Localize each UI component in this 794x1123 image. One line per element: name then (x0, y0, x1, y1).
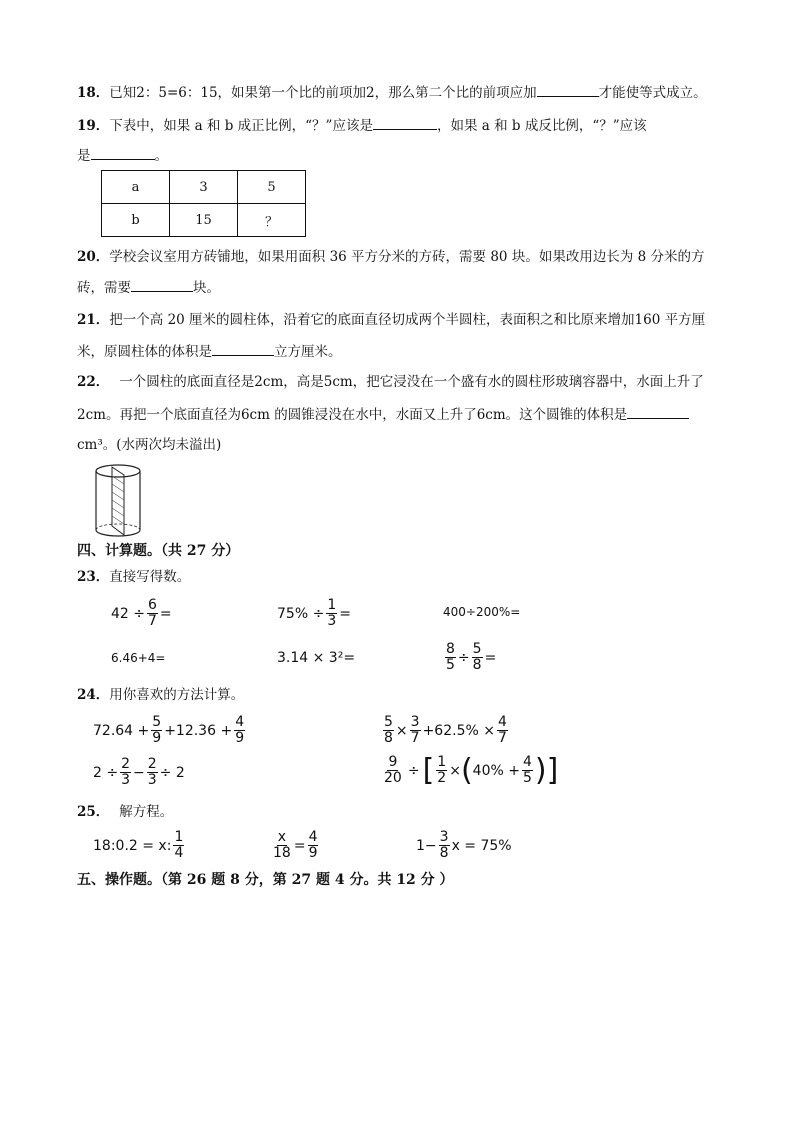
expression: 3.14 × 3²= (277, 650, 356, 666)
question-text: ，如果 a 和 b 成反比例，“？”应该 (436, 118, 647, 134)
expr-text: 75% ÷ (277, 605, 325, 622)
answer-blank[interactable] (131, 277, 193, 292)
expression: 400÷200%= (443, 605, 521, 619)
fraction (383, 715, 394, 746)
expression (381, 715, 510, 746)
expr-text: − (133, 764, 145, 781)
question-text: 把一个高 20 厘米的圆柱体，沿着它的底面直径切成两个半圆柱，表面积之和比原来增加160 平方厘 (109, 312, 706, 328)
right-bracket: ] (546, 752, 559, 788)
question-20-cont (77, 277, 220, 298)
numerator: x (277, 829, 287, 845)
fraction (308, 830, 319, 861)
numerator: 1 (174, 829, 184, 845)
numerator: 5 (152, 714, 162, 730)
question-text: 块。 (193, 280, 220, 296)
fraction (234, 715, 245, 746)
expr-text: ÷ (457, 649, 470, 666)
table-cell: ？ (238, 204, 306, 237)
question-23 (77, 567, 190, 587)
denominator: 3 (121, 772, 131, 788)
question-18 (77, 82, 707, 103)
question-text: 砖，需要 (77, 280, 131, 296)
numerator: 3 (410, 714, 420, 730)
question-22 (77, 372, 704, 392)
denominator: 4 (174, 845, 184, 861)
question-number: 25． (77, 804, 110, 820)
section-5-heading: 五、操作题。（第 26 题 8 分，第 27 题 4 分。共 12 分 ） (77, 872, 454, 888)
section-4-heading: 四、计算题。（共 27 分） (77, 543, 240, 559)
numerator: 1 (437, 754, 447, 770)
fraction (472, 642, 483, 673)
expression (93, 715, 247, 746)
question-19-cont (77, 145, 168, 166)
question-number: 24． (77, 687, 110, 703)
expr-text: = (484, 649, 497, 666)
expression (381, 752, 559, 788)
question-number: 19． (77, 118, 110, 134)
table-row (102, 204, 306, 237)
question-number: 21． (77, 312, 110, 328)
question-text: 学校会议室用方砖铺地，如果用面积 36 平方分米的方砖，需要 80 块。如果改用边长为 8 分米的方 (109, 249, 705, 265)
fraction (439, 830, 450, 861)
expr-text: 42 ÷ (111, 605, 145, 622)
answer-blank[interactable] (373, 115, 437, 130)
question-21-cont (77, 341, 342, 362)
numerator: 3 (439, 829, 449, 845)
numerator: 2 (121, 756, 131, 772)
denominator: 8 (439, 845, 449, 861)
right-paren: ) (534, 752, 547, 788)
fraction (326, 598, 337, 629)
fraction (120, 757, 131, 788)
question-21 (77, 310, 705, 330)
expr-text: +62.5% × (422, 722, 495, 739)
denominator: 3 (327, 613, 337, 629)
question-text: 才能使等式成立。 (598, 85, 707, 101)
question-19 (77, 115, 647, 136)
question-25 (77, 802, 173, 822)
expr-text: +12.36 + (164, 722, 233, 739)
equation (93, 830, 186, 861)
question-text: 立方厘米。 (274, 344, 342, 360)
fraction (410, 715, 421, 746)
question-text: 是 (77, 148, 91, 164)
question-text: 米，原圆柱体的体积是 (77, 344, 212, 360)
question-text: 解方程。 (119, 804, 174, 820)
expr-text: ÷ (407, 762, 420, 779)
table-cell: 5 (238, 171, 306, 204)
table-cell: 15 (170, 204, 238, 237)
question-24 (77, 685, 244, 705)
fraction (383, 755, 403, 786)
expr-text: × (395, 722, 408, 739)
fraction (497, 715, 508, 746)
expr-text: 18:0.2 = x: (93, 837, 172, 854)
numerator: 1 (327, 597, 337, 613)
question-text: 下表中，如果 a 和 b 成正比例，“？”应该是 (109, 118, 373, 134)
expression (277, 598, 351, 629)
expression (93, 757, 185, 788)
question-text: cm³。(水两次均未溢出) (77, 437, 222, 453)
question-number: 22． (77, 374, 110, 390)
denominator: 5 (522, 770, 532, 786)
fraction (436, 755, 447, 786)
question-22-cont (77, 404, 689, 425)
question-text: 。 (154, 148, 168, 164)
numerator: 2 (147, 756, 157, 772)
cylinder-figure (90, 462, 150, 542)
numerator: 9 (388, 754, 398, 770)
denominator: 2 (437, 770, 447, 786)
equation (416, 830, 512, 861)
denominator: 18 (273, 845, 291, 861)
table-row (102, 171, 306, 204)
numerator: 6 (148, 597, 157, 613)
table-cell: 3 (170, 171, 238, 204)
denominator: 7 (497, 730, 507, 746)
numerator: 8 (446, 641, 455, 657)
expr-text: = (339, 605, 351, 622)
question-20 (77, 247, 705, 267)
expr-text: ÷ 2 (159, 764, 185, 781)
expr-text: × (449, 762, 461, 779)
expr-text: 40% + (472, 762, 520, 779)
question-number: 23． (77, 569, 110, 585)
numerator: 4 (235, 714, 245, 730)
fraction (147, 757, 158, 788)
expr-text: 72.64 + (93, 722, 150, 739)
table-cell: a (102, 171, 170, 204)
question-text: 用你喜欢的方法计算。 (109, 687, 245, 703)
expression: 6.46+4= (111, 651, 166, 665)
ratio-table (101, 170, 306, 237)
numerator: 4 (522, 754, 532, 770)
answer-blank[interactable] (212, 341, 274, 356)
question-number: 18． (77, 85, 110, 101)
expr-text: 1− (416, 837, 437, 854)
question-text: 已知2：5=6：15，如果第一个比的前项加2，那么第二个比的前项应加 (109, 85, 537, 101)
fraction (522, 755, 533, 786)
expression (111, 598, 172, 629)
question-text: 直接写得数。 (109, 569, 191, 585)
fraction (173, 830, 184, 861)
numerator: 5 (384, 714, 393, 730)
denominator: 9 (152, 730, 162, 746)
equation (270, 830, 320, 861)
denominator: 9 (235, 730, 245, 746)
numerator: 4 (308, 829, 318, 845)
question-text: 2cm。再把一个底面直径为6cm 的圆锥浸没在水中，水面又上升了6cm。这个圆锥的体积是 (77, 407, 628, 423)
answer-blank[interactable] (627, 404, 689, 419)
question-22-cont2 (77, 435, 221, 455)
expr-text: = (159, 605, 172, 622)
left-paren: ( (460, 752, 473, 788)
fraction (272, 830, 292, 861)
expr-text: = (293, 837, 306, 854)
fraction (151, 715, 162, 746)
answer-blank[interactable] (537, 82, 599, 97)
denominator: 3 (147, 772, 157, 788)
denominator: 7 (410, 730, 420, 746)
question-text: 一个圆柱的底面直径是2cm，高是5cm，把它浸没在一个盛有水的圆柱形玻璃容器中，水面上升了 (119, 374, 704, 390)
fraction (147, 598, 158, 629)
numerator: 4 (497, 714, 507, 730)
denominator: 20 (384, 770, 402, 786)
denominator: 7 (148, 613, 157, 629)
expr-text: 2 ÷ (93, 764, 119, 781)
denominator: 5 (446, 657, 455, 673)
denominator: 9 (308, 845, 318, 861)
numerator: 5 (472, 641, 482, 657)
left-bracket: [ (422, 752, 435, 788)
answer-blank[interactable] (91, 145, 155, 160)
expression (443, 642, 496, 673)
fraction (445, 642, 456, 673)
denominator: 8 (384, 730, 393, 746)
expr-text: x = 75% (451, 837, 512, 854)
denominator: 8 (472, 657, 482, 673)
question-number: 20． (77, 249, 110, 265)
table-cell: b (102, 204, 170, 237)
